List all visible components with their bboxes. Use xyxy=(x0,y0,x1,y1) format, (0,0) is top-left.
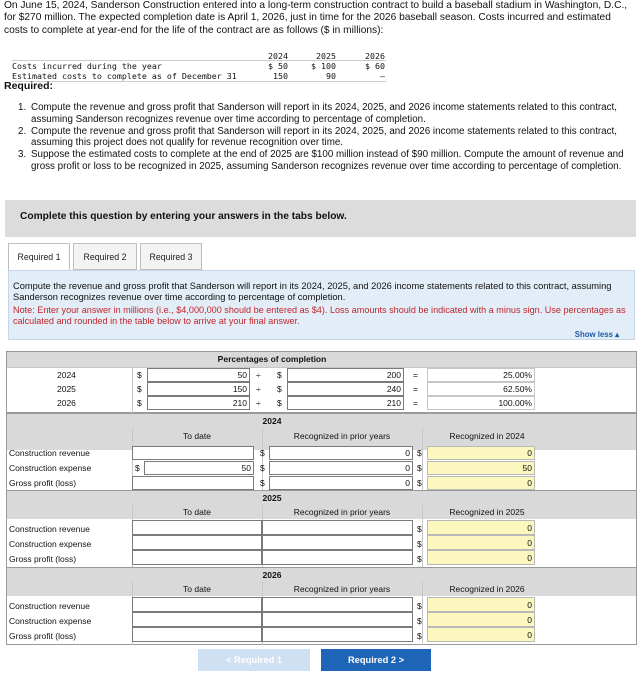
costs-row-label: Costs incurred during the year xyxy=(12,61,162,71)
row-label: Gross profit (loss) xyxy=(9,631,77,641)
section-2024 xyxy=(6,413,637,491)
pct-result: 62.50% xyxy=(503,384,532,394)
current-value: 0 xyxy=(527,630,532,640)
pct-dollar: $ xyxy=(137,398,142,408)
pct-year: 2025 xyxy=(57,384,76,394)
to-date-dollar: $ xyxy=(135,463,140,473)
current-field xyxy=(427,535,535,550)
required-item-num: 2. xyxy=(18,125,27,137)
to-date-input[interactable] xyxy=(132,446,254,460)
row-label: Gross profit (loss) xyxy=(9,478,77,488)
pct-dollar: $ xyxy=(137,384,142,394)
current-dollar: $ xyxy=(417,463,422,473)
to-date-input[interactable] xyxy=(132,535,262,550)
section-year: 2024 xyxy=(262,416,282,426)
col-prior: Recognized in prior years xyxy=(293,507,391,517)
prev-required-button[interactable]: < Required 1 xyxy=(198,649,310,671)
pct-numerator: 50 xyxy=(237,370,247,380)
pct-dollar2: $ xyxy=(277,384,282,394)
tab-required-2[interactable]: Required 2 xyxy=(73,243,137,270)
pct-numerator: 150 xyxy=(232,384,247,394)
prior-input[interactable] xyxy=(262,612,413,627)
col-to-date: To date xyxy=(183,431,211,441)
current-field xyxy=(427,627,535,642)
col-current: Recognized in 2026 xyxy=(449,584,525,594)
required-title: Required: xyxy=(4,80,54,92)
costs-cell: $ 50 xyxy=(268,61,288,71)
costs-cell: $ 100 xyxy=(311,61,336,71)
required-item-2 xyxy=(18,126,632,150)
pct-dollar: $ xyxy=(137,370,142,380)
pct-title: Percentages of completion xyxy=(217,354,327,364)
current-dollar: $ xyxy=(417,616,422,626)
pct-div: ÷ xyxy=(256,398,261,408)
current-value: 0 xyxy=(527,448,532,458)
costs-row-label: Estimated costs to complete as of December 31 xyxy=(12,71,237,81)
pct-numerator-input[interactable] xyxy=(147,368,250,382)
current-dollar: $ xyxy=(417,524,422,534)
pct-denominator: 240 xyxy=(386,384,401,394)
required-item-text: Suppose the estimated costs to complete at the end of 2025 are $100 million instead of $90 million. Compute the amount of revenue and gross profit or loss to be recognized in 2025, assuming Sanderson recognizes revenue over time according to percentage of completion. xyxy=(31,149,624,172)
required-item-text: Compute the revenue and gross profit that Sanderson will report in its 2024, 2025, and 2026 income statements related to this contract, assuming Sanderson recognizes revenue over time according to percentage of completion. xyxy=(31,102,617,125)
required-item-1 xyxy=(18,102,632,126)
pct-year: 2024 xyxy=(57,370,76,380)
pct-completion-table xyxy=(6,351,637,413)
pct-denominator: 200 xyxy=(386,370,401,380)
pct-year: 2026 xyxy=(57,398,76,408)
current-dollar: $ xyxy=(417,554,422,564)
tab-required-3[interactable]: Required 3 xyxy=(140,243,202,270)
col-prior: Recognized in prior years xyxy=(293,431,391,441)
pct-eq: = xyxy=(413,398,418,408)
current-dollar: $ xyxy=(417,631,422,641)
col-current: Recognized in 2025 xyxy=(449,507,525,517)
section-year: 2026 xyxy=(262,570,282,580)
costs-year-2025: 2025 xyxy=(316,51,336,61)
prior-dollar: $ xyxy=(260,463,265,473)
pct-result-field xyxy=(427,382,535,396)
prior-dollar: $ xyxy=(260,448,265,458)
pct-denominator-input[interactable] xyxy=(287,396,404,410)
to-date-input[interactable] xyxy=(144,461,254,475)
pct-result: 25.00% xyxy=(503,370,532,380)
row-label: Construction revenue xyxy=(9,448,90,458)
col-to-date: To date xyxy=(183,507,211,517)
prior-input[interactable] xyxy=(269,476,413,490)
costs-cell: 90 xyxy=(326,71,336,81)
current-field xyxy=(427,597,535,612)
pct-denominator-input[interactable] xyxy=(287,382,404,396)
current-value: 50 xyxy=(522,463,532,473)
costs-cell: – xyxy=(380,71,385,81)
show-less-link[interactable]: Show less ▴ xyxy=(574,330,619,339)
pct-denominator: 210 xyxy=(386,398,401,408)
next-required-button[interactable]: Required 2 > xyxy=(321,649,431,671)
row-label: Gross profit (loss) xyxy=(9,554,77,564)
col-to-date: To date xyxy=(183,584,211,594)
prior-value: 0 xyxy=(405,478,410,488)
costs-year-2024: 2024 xyxy=(268,51,288,61)
pct-denominator-input[interactable] xyxy=(287,368,404,382)
question-panel xyxy=(8,270,635,340)
section-2025 xyxy=(6,490,637,568)
to-date-input[interactable] xyxy=(132,550,262,565)
pct-result-field xyxy=(427,368,535,382)
row-label: Construction revenue xyxy=(9,524,90,534)
tab-required-1[interactable]: Required 1 xyxy=(8,243,70,271)
current-value: 0 xyxy=(527,553,532,563)
pct-dollar2: $ xyxy=(277,370,282,380)
current-value: 0 xyxy=(527,538,532,548)
required-list xyxy=(18,102,632,173)
question-text: Compute the revenue and gross profit that Sanderson will report in its 2024, 2025, and 2026 income statements related to this contract, assuming Sanderson recognizes revenue over time according to percentage of completion. xyxy=(13,281,612,302)
section-2026 xyxy=(6,567,637,645)
row-label: Construction revenue xyxy=(9,601,90,611)
instructions-banner xyxy=(5,200,636,237)
costs-cell: $ 60 xyxy=(365,61,385,71)
to-date-input[interactable] xyxy=(132,627,262,642)
to-date-input[interactable] xyxy=(132,612,262,627)
section-year: 2025 xyxy=(262,493,282,503)
col-prior: Recognized in prior years xyxy=(293,584,391,594)
to-date-input[interactable] xyxy=(132,597,262,612)
to-date-input[interactable] xyxy=(132,476,254,490)
current-dollar: $ xyxy=(417,539,422,549)
pct-div: ÷ xyxy=(256,384,261,394)
pct-numerator-input[interactable] xyxy=(147,396,250,410)
prior-value: 0 xyxy=(405,463,410,473)
prior-input[interactable] xyxy=(262,535,413,550)
pct-eq: = xyxy=(413,384,418,394)
to-date-input[interactable] xyxy=(132,520,262,535)
current-field xyxy=(427,476,535,490)
prior-input[interactable] xyxy=(269,446,413,460)
required-item-num: 3. xyxy=(18,149,27,161)
pct-result-field xyxy=(427,396,535,410)
current-field xyxy=(427,461,535,475)
prior-value: 0 xyxy=(405,448,410,458)
current-dollar: $ xyxy=(417,478,422,488)
prior-input[interactable] xyxy=(262,550,413,565)
pct-result: 100.00% xyxy=(498,398,532,408)
required-item-num: 1. xyxy=(18,102,27,113)
current-value: 0 xyxy=(527,478,532,488)
pct-eq: = xyxy=(413,370,418,380)
current-value: 0 xyxy=(527,523,532,533)
problem-intro: On June 15, 2024, Sanderson Construction entered into a long-term construction contract to build a baseball stadium in Washington, D.C., for $270 million. The expected completion date is April 1, 2026, just in time for the 2026 baseball season. Costs incurred and estimated costs to complete at year-end for the life of the contract are as follows ($ in millions): xyxy=(4,0,628,36)
current-dollar: $ xyxy=(417,448,422,458)
pct-numerator: 210 xyxy=(232,398,247,408)
col-current: Recognized in 2024 xyxy=(449,431,525,441)
current-value: 0 xyxy=(527,600,532,610)
current-value: 0 xyxy=(527,615,532,625)
current-dollar: $ xyxy=(417,601,422,611)
row-label: Construction expense xyxy=(9,539,92,549)
row-label: Construction expense xyxy=(9,616,92,626)
prior-input[interactable] xyxy=(269,461,413,475)
current-field xyxy=(427,612,535,627)
prior-input[interactable] xyxy=(262,627,413,642)
current-field xyxy=(427,550,535,565)
costs-cell: 150 xyxy=(273,71,288,81)
row-label: Construction expense xyxy=(9,463,92,473)
banner-text: Complete this question by entering your answers in the tabs below. xyxy=(20,211,347,222)
prior-input[interactable] xyxy=(262,597,413,612)
pct-dollar2: $ xyxy=(277,398,282,408)
required-item-3 xyxy=(18,149,632,173)
question-note: Note: Enter your answer in millions (i.e., $4,000,000 should be entered as $4). Loss amounts should be indicated with a minus sign. Use percentages as calculated and rounded in the table below to arrive at your final answer. xyxy=(13,305,626,326)
to-date-value: 50 xyxy=(241,463,251,473)
costs-year-2026: 2026 xyxy=(365,51,385,61)
prior-input[interactable] xyxy=(262,520,413,535)
pct-div: ÷ xyxy=(256,370,261,380)
current-field xyxy=(427,446,535,460)
pct-numerator-input[interactable] xyxy=(147,382,250,396)
current-field xyxy=(427,520,535,535)
required-item-text: Compute the revenue and gross profit that Sanderson will report in its 2024, 2025, and 2026 income statements related to this contract, assuming this project does not qualify for revenue recognition over time. xyxy=(31,125,617,149)
prior-dollar: $ xyxy=(260,478,265,488)
